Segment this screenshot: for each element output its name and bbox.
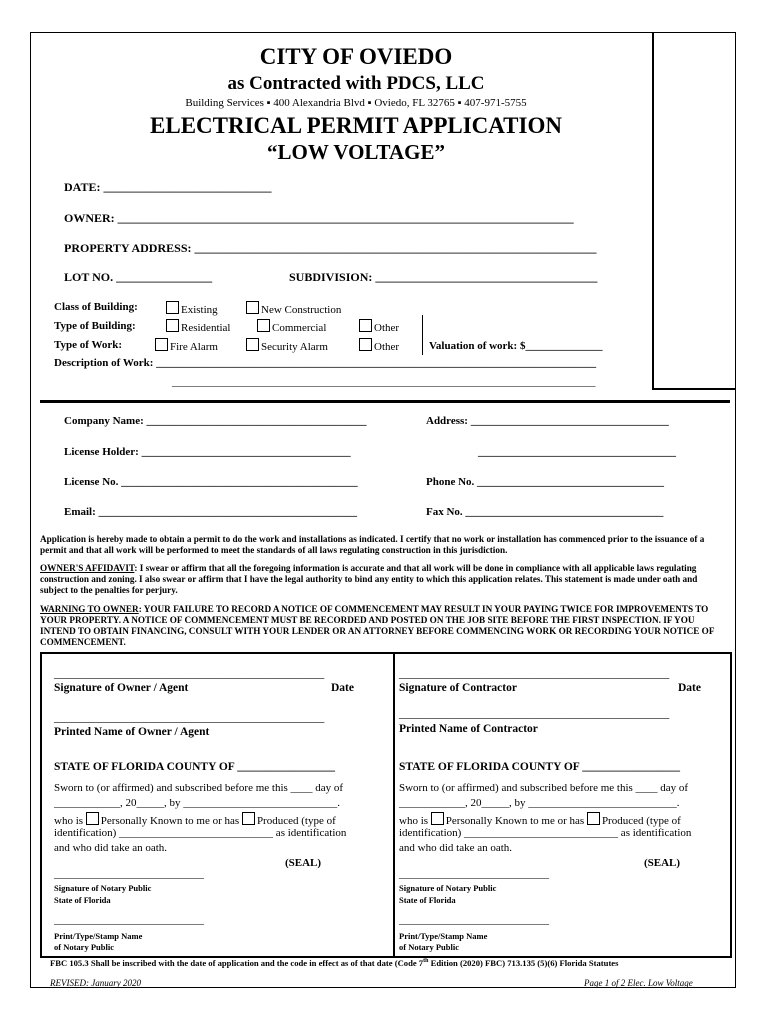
owner-printed-name-label: Printed Name of Owner / Agent [54, 726, 210, 738]
lot-field[interactable]: LOT NO. ________________ [64, 270, 213, 284]
type-of-building-label: Type of Building: [54, 320, 136, 332]
contractor-date-label: Date [678, 682, 701, 694]
checkbox-icon[interactable] [359, 319, 372, 332]
owner-date-label: Date [331, 682, 354, 694]
class-of-building-label: Class of Building: [54, 301, 138, 313]
owner-notary-state: State of Florida [54, 895, 111, 905]
contractor-notary-state: State of Florida [399, 895, 456, 905]
date-field[interactable]: DATE: ____________________________ [64, 180, 272, 194]
contractor-signature-label: Signature of Contractor [399, 682, 517, 694]
checkbox-icon[interactable] [257, 319, 270, 332]
owner-oath-line: and who did take an oath. [54, 842, 168, 854]
type-of-work-label: Type of Work: [54, 339, 123, 351]
form-subtitle: “LOW VOLTAGE” [267, 140, 445, 164]
owner-signature-line[interactable]: _______________________________________________ [54, 668, 325, 680]
signature-center-divider [393, 652, 395, 956]
section-divider [40, 400, 730, 403]
owner-identification-line[interactable]: identification) ____________________________ as identification [54, 827, 347, 839]
email-field[interactable]: Email: _______________________________________________ [64, 506, 358, 518]
owner-notary-signature-line[interactable]: ______________________________ [54, 869, 204, 880]
contractor-state-county[interactable]: STATE OF FLORIDA COUNTY OF _________________ [399, 761, 681, 773]
contractor-who-is-line: who is Personally Known to me or has Produced (type of [399, 812, 681, 827]
work-other-option[interactable]: Other [359, 338, 399, 353]
owner-printed-name-line[interactable]: _______________________________________________ [54, 712, 325, 724]
signature-left-border [40, 652, 42, 956]
contractor-signature-line[interactable]: _______________________________________________ [399, 668, 670, 680]
contractor-printed-name-line[interactable]: _______________________________________________ [399, 708, 670, 720]
checkbox-icon[interactable] [242, 812, 255, 825]
city-title: CITY OF OVIEDO [259, 44, 453, 69]
contracted-line: as Contracted with PDCS, LLC [227, 73, 485, 94]
contractor-notary-signature-line[interactable]: ______________________________ [399, 869, 549, 880]
company-address-line-2[interactable]: ____________________________________ [478, 446, 676, 458]
checkbox-icon[interactable] [431, 812, 444, 825]
contractor-notary-print-line[interactable]: ______________________________ [399, 915, 549, 926]
phone-field[interactable]: Phone No. __________________________________ [426, 476, 665, 488]
owners-affidavit: OWNER'S AFFIDAVIT: I swear or affirm that all the foregoing information is accurate and that all work will be done in compliance with all applicable laws regulating construction and zoning. I also swear or affirm that I have the legal authority to bind any entity to which this application relates. This statement is made under oath and subject to the penalties for perjury. [40, 563, 698, 595]
valuation-field[interactable]: Valuation of work: $______________ [429, 340, 603, 352]
license-no-field[interactable]: License No. ___________________________________________ [64, 476, 358, 488]
owner-field[interactable]: OWNER: ____________________________________________________________________________ [64, 211, 574, 225]
checkbox-icon[interactable] [246, 338, 259, 351]
company-name-field[interactable]: Company Name: ________________________________________ [64, 415, 367, 427]
contractor-seal-label: (SEAL) [644, 857, 681, 869]
contractor-oath-line: and who did take an oath. [399, 842, 513, 854]
owner-sworn-line-1: Sworn to (or affirmed) and subscribed before me this ____ day of [54, 782, 344, 794]
type-residential-option[interactable]: Residential [166, 319, 231, 334]
work-fire-alarm-option[interactable]: Fire Alarm [155, 338, 218, 353]
code-notice: FBC 105.3 Shall be inscribed with the date of application and the code in effect as of that date (Code 7th Edition (2020) FBC) 713.135 (5)(6) Florida Statutes [50, 958, 619, 968]
contractor-notary-label: Signature of Notary Public [399, 883, 497, 893]
checkbox-icon[interactable] [587, 812, 600, 825]
divider [422, 315, 423, 355]
work-security-alarm-option[interactable]: Security Alarm [246, 338, 328, 353]
owner-notary-label: Signature of Notary Public [54, 883, 152, 893]
warning-to-owner: WARNING TO OWNER: YOUR FAILURE TO RECORD A NOTICE OF COMMENCEMENT MAY RESULT IN YOUR PAYING TWICE FOR IMPROVEMENTS TO YOUR PROPERTY. A NOTICE OF COMMENCEMENT MUST BE RECORDED AND POSTED ON THE JOB SITE BEFORE THE FIRST INSPECTION. IF YOU INTEND TO OBTAIN FINANCING, CONSULT WITH YOUR LENDER OR AN ATTORNEY BEFORE COMMENCING WORK OR RECORDING YOUR NOTICE OF COMMENCEMENT. [40, 604, 715, 647]
contractor-notary-print-label: Print/Type/Stamp Name [399, 931, 488, 941]
signature-section-top [40, 652, 730, 654]
property-address-field[interactable]: PROPERTY ADDRESS: ___________________________________________________________________ [64, 241, 597, 255]
description-line-2[interactable]: _____________________________________________________________________________ [172, 376, 596, 388]
owner-seal-label: (SEAL) [285, 857, 322, 869]
contractor-identification-line[interactable]: identification) ____________________________ as identification [399, 827, 692, 839]
signature-right-border [730, 652, 732, 956]
class-new-construction-option[interactable]: New Construction [246, 301, 341, 316]
owner-notary-print-line[interactable]: ______________________________ [54, 915, 204, 926]
form-title: ELECTRICAL PERMIT APPLICATION [150, 113, 562, 138]
owner-sworn-line-2[interactable]: ____________, 20_____, by ____________________________. [54, 797, 340, 809]
contractor-printed-name-label: Printed Name of Contractor [399, 723, 538, 735]
description-field[interactable]: Description of Work: ________________________________________________________________________________ [54, 357, 597, 369]
revised-date: REVISED: January 2020 [50, 978, 141, 988]
office-use-box [652, 32, 736, 390]
owner-who-is-line: who is Personally Known to me or has Produced (type of [54, 812, 336, 827]
type-other-option[interactable]: Other [359, 319, 399, 334]
checkbox-icon[interactable] [155, 338, 168, 351]
owner-notary-public-label: of Notary Public [54, 942, 114, 952]
checkbox-icon[interactable] [359, 338, 372, 351]
fax-field[interactable]: Fax No. ____________________________________ [426, 506, 664, 518]
class-existing-option[interactable]: Existing [166, 301, 218, 316]
page-number: Page 1 of 2 Elec. Low Voltage [584, 978, 693, 988]
checkbox-icon[interactable] [166, 319, 179, 332]
owner-notary-print-label: Print/Type/Stamp Name [54, 931, 143, 941]
contractor-sworn-line-2[interactable]: ____________, 20_____, by ___________________________. [399, 797, 680, 809]
owner-state-county[interactable]: STATE OF FLORIDA COUNTY OF _________________ [54, 761, 336, 773]
license-holder-field[interactable]: License Holder: ______________________________________ [64, 446, 351, 458]
checkbox-icon[interactable] [86, 812, 99, 825]
owner-signature-label: Signature of Owner / Agent [54, 682, 189, 694]
type-commercial-option[interactable]: Commercial [257, 319, 326, 334]
company-address-field[interactable]: Address: ____________________________________ [426, 415, 669, 427]
checkbox-icon[interactable] [246, 301, 259, 314]
address-line: Building Services ▪ 400 Alexandria Blvd ▪ Oviedo, FL 32765 ▪ 407-971-5755 [185, 97, 527, 109]
application-statement: Application is hereby made to obtain a permit to do the work and installations as indicated. I certify that no work or installation has commenced prior to the issuance of a permit and that all work will be performed to meet the standards of all laws regulating construction in this jurisdiction. [40, 534, 705, 555]
subdivision-field[interactable]: SUBDIVISION: _____________________________________ [289, 270, 598, 284]
contractor-notary-public-label: of Notary Public [399, 942, 459, 952]
checkbox-icon[interactable] [166, 301, 179, 314]
contractor-sworn-line-1: Sworn to (or affirmed) and subscribed before me this ____ day of [399, 782, 689, 794]
